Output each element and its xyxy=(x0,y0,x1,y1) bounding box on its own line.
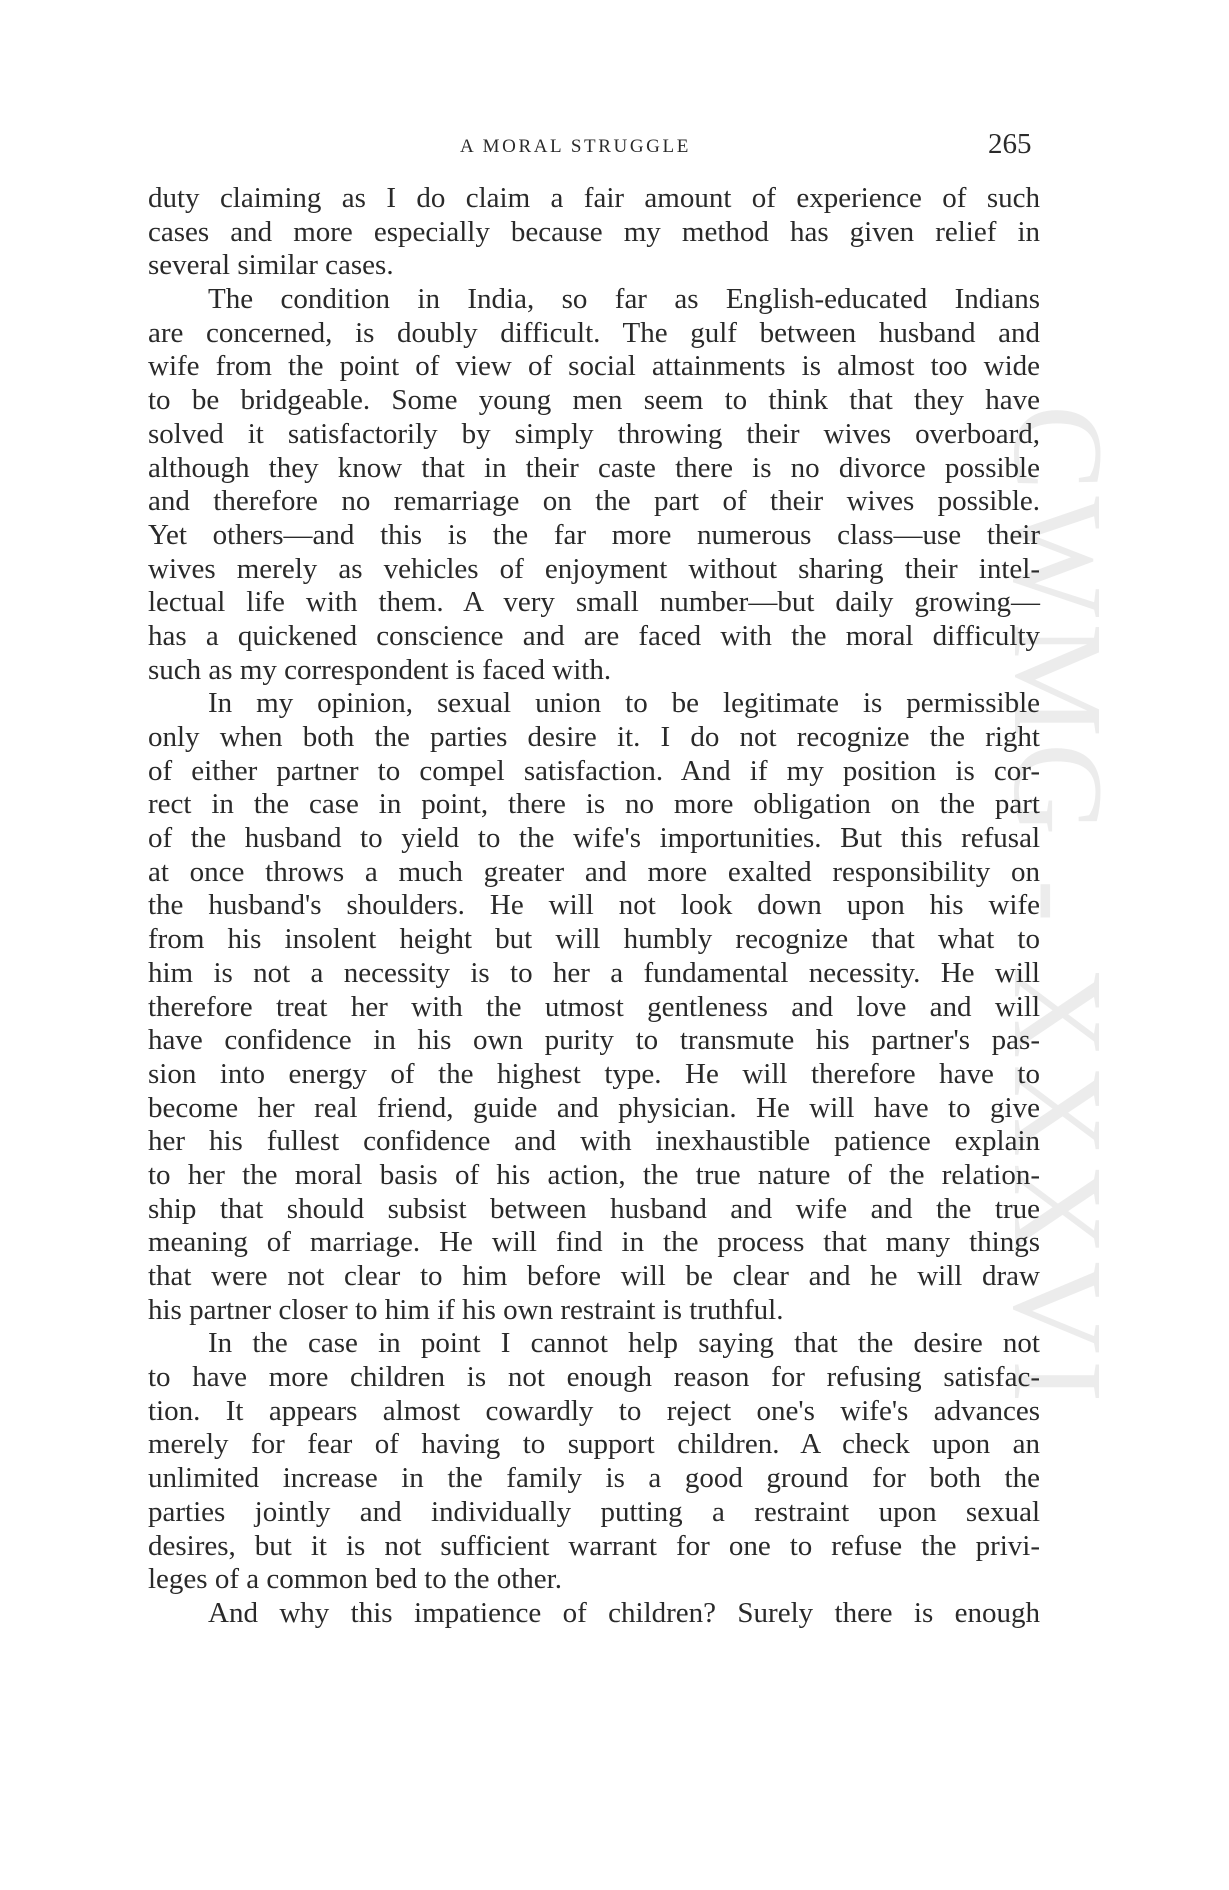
text-line: of either partner to compel satisfaction. And if my position is cor- xyxy=(148,754,1040,787)
text-line: wife from the point of view of social attainments is almost too wide xyxy=(148,350,1040,383)
text-line: has a quickened conscience and are faced with the moral difficulty xyxy=(148,619,1040,652)
text-line: to be bridgeable. Some young men seem to think that they have xyxy=(148,384,1040,417)
text-line: therefore treat her with the utmost gentleness and love and will xyxy=(148,990,1040,1023)
page-number: 265 xyxy=(988,128,1032,160)
paragraph xyxy=(148,1597,1040,1631)
text-line: his partner closer to him if his own restraint is truthful. xyxy=(148,1293,784,1326)
text-line: tion. It appears almost cowardly to reject one's wife's advances xyxy=(148,1394,1040,1427)
text-line: several similar cases. xyxy=(148,249,394,282)
text-line: her his fullest confidence and with inexhaustible patience explain xyxy=(148,1125,1040,1158)
text-line: that were not clear to him before will be clear and he will draw xyxy=(148,1260,1040,1292)
text-line: such as my correspondent is faced with. xyxy=(148,653,612,686)
text-line: meaning of marriage. He will find in the process that many things xyxy=(148,1226,1040,1259)
text-line: wives merely as vehicles of enjoyment without sharing their intel- xyxy=(148,552,1040,585)
text-line: only when both the parties desire it. I do not recognize the right xyxy=(148,721,1040,753)
text-line: duty claiming as I do claim a fair amount of experience of such xyxy=(148,182,1040,214)
paragraph xyxy=(148,1327,1040,1597)
watermark-text: CWMG - XXXVI xyxy=(987,405,1129,1409)
text-line: from his insolent height but will humbly recognize that what to xyxy=(148,923,1040,956)
text-line: And why this impatience of children? Surely there is enough xyxy=(208,1596,1040,1629)
text-line: to her the moral basis of his action, the true nature of the relation- xyxy=(148,1158,1040,1191)
text-line: are concerned, is doubly difficult. The gulf between husband and xyxy=(148,316,1040,349)
paragraph xyxy=(148,687,1040,1327)
text-line: at once throws a much greater and more exalted responsibility on xyxy=(148,855,1040,888)
text-line: desires, but it is not sufficient warrant for one to refuse the privi- xyxy=(148,1529,1040,1562)
text-line: In the case in point I cannot help saying that the desire not xyxy=(208,1327,1040,1360)
text-line: although they know that in their caste there is no divorce possible xyxy=(148,451,1040,484)
text-line: cases and more especially because my method has given relief in xyxy=(148,215,1040,248)
text-line: In my opinion, sexual union to be legitimate is permissible xyxy=(208,687,1040,720)
text-line: leges of a common bed to the other. xyxy=(148,1563,562,1596)
paragraph xyxy=(148,182,1040,283)
text-line: him is not a necessity is to her a fundamental necessity. He will xyxy=(148,956,1040,989)
paragraph xyxy=(148,283,1040,687)
text-line: and therefore no remarriage on the part of their wives possible. xyxy=(148,485,1040,518)
body-text xyxy=(148,182,1040,1631)
text-line: sion into energy of the highest type. He will therefore have to xyxy=(148,1057,1040,1090)
text-line: unlimited increase in the family is a good ground for both the xyxy=(148,1462,1040,1495)
text-line: Yet others—and this is the far more numerous class—use their xyxy=(148,518,1040,551)
text-line: rect in the case in point, there is no more obligation on the part xyxy=(148,788,1040,821)
text-line: to have more children is not enough reason for refusing satisfac- xyxy=(148,1361,1040,1394)
text-line: solved it satisfactorily by simply throwing their wives overboard, xyxy=(148,417,1040,450)
text-line: become her real friend, guide and physician. He will have to give xyxy=(148,1091,1040,1124)
text-line: the husband's shoulders. He will not look down upon his wife xyxy=(148,889,1040,922)
text-line: parties jointly and individually putting a restraint upon sexual xyxy=(148,1495,1040,1528)
text-line: The condition in India, so far as English-educated Indians xyxy=(208,283,1040,316)
text-line: ship that should subsist between husband and wife and the true xyxy=(148,1192,1040,1225)
text-line: of the husband to yield to the wife's importunities. But this refusal xyxy=(148,822,1040,855)
text-line: merely for fear of having to support children. A check upon an xyxy=(148,1428,1040,1461)
text-line: have confidence in his own purity to transmute his partner's pas- xyxy=(148,1024,1040,1057)
text-line: lectual life with them. A very small number—but daily growing— xyxy=(148,586,1040,619)
running-head: A MORAL STRUGGLE xyxy=(460,136,691,157)
